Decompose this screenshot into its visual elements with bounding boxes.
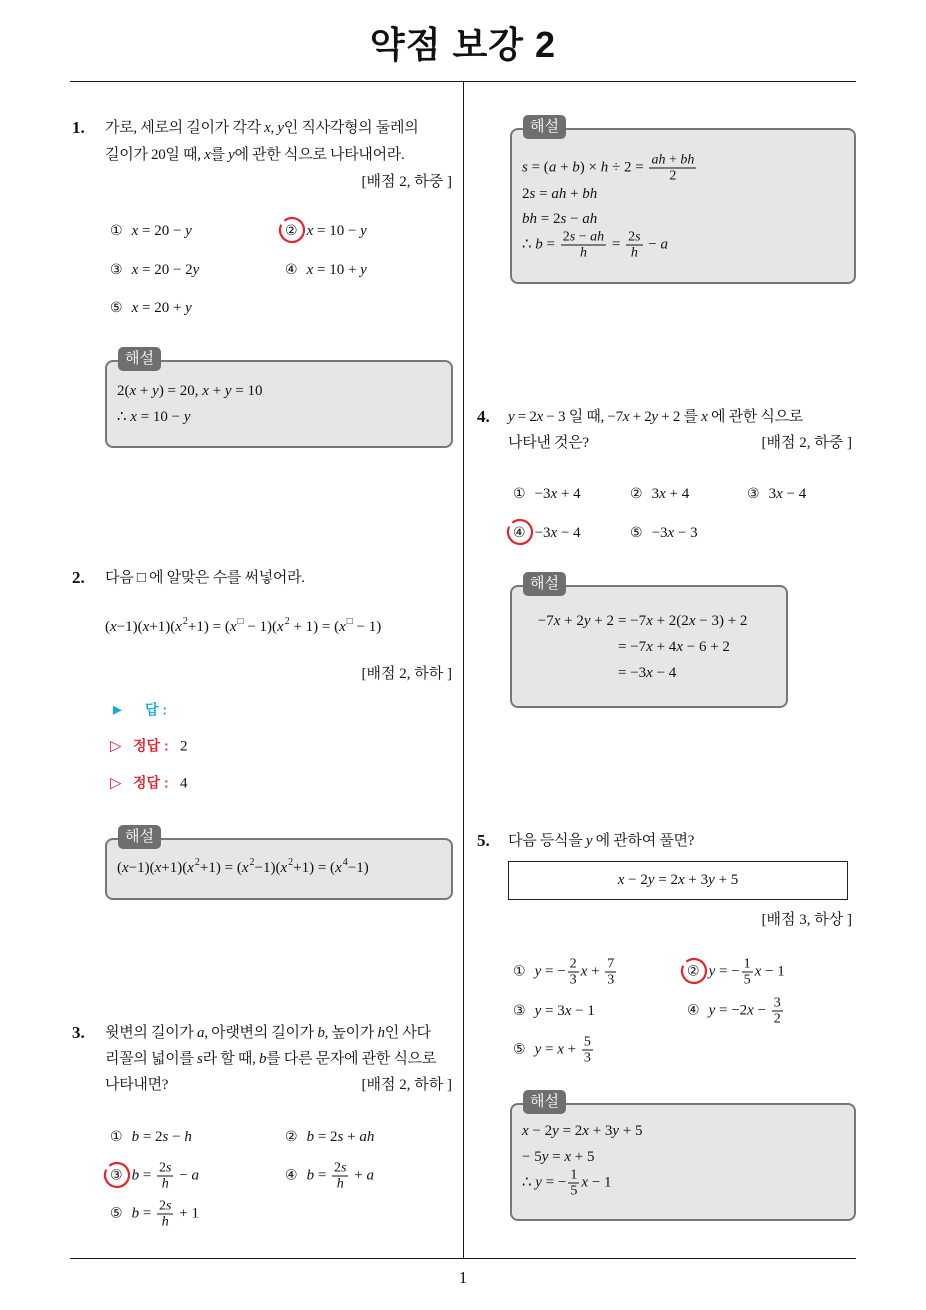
superscript: □ [346, 616, 353, 627]
fraction-numerator: 5 [583, 1034, 591, 1050]
solution-line: x − 2y = 2x + 3y + 5 [522, 1123, 643, 1139]
math-variable: x [688, 613, 696, 629]
choice-1 [513, 484, 581, 504]
math-variable: h [630, 245, 638, 261]
fraction-denominator: 2 [773, 1011, 781, 1027]
column-divider [463, 82, 464, 1258]
choice-number: ② [687, 963, 700, 980]
choice-1 [513, 957, 618, 988]
math-variable: x [306, 262, 314, 278]
choice-number: ④ [687, 1002, 700, 1019]
math-variable: x [564, 1003, 572, 1019]
math-variable: x [306, 223, 314, 239]
correct-answer-label: 정답 : [133, 774, 169, 791]
choice-expression: y = − $\frac{1}{5}$ x − 1 [708, 956, 785, 988]
math-variable: s [162, 1129, 169, 1145]
fraction-numerator: ah + bh [651, 152, 695, 168]
choice-number: ⑤ [630, 525, 643, 541]
answer-circle [102, 1160, 132, 1190]
math-variable: y [360, 262, 367, 278]
choice-expression: x = 10 + y [306, 262, 367, 278]
choice-expression: −3x + 4 [534, 486, 581, 502]
math-variable: x [557, 1041, 564, 1058]
fraction [649, 153, 696, 184]
fraction-denominator: 5 [570, 1183, 578, 1199]
correct-answer-value: 4 [180, 775, 188, 792]
solution-box [510, 576, 788, 708]
choice-expression: y = 3x − 1 [534, 1003, 595, 1019]
fraction-numerator: 2s [334, 1160, 347, 1176]
solution-tab: 해설 [523, 1090, 566, 1114]
choice-expression: y = − $\frac{2}{3}$ x + $\frac{7}{3}$ [534, 956, 615, 988]
choice-expression: b = $\frac{2s}{h}$ − a [131, 1160, 199, 1192]
math-variable: h [529, 211, 537, 227]
fraction [568, 1168, 579, 1199]
solution-rhs: = −3x − 4 [618, 665, 677, 681]
choice-expression: −3x − 4 [534, 525, 581, 541]
answer-prompt [110, 700, 167, 721]
problem-text-line: 나타낸 것은? [508, 435, 589, 451]
choice-3 [513, 1001, 595, 1021]
math-variable: a [582, 211, 590, 227]
math-variable: s [635, 229, 641, 245]
solution-box [105, 351, 453, 448]
math-variable: s [529, 186, 536, 202]
math-variable: x [339, 619, 346, 635]
page-number: 1 [458, 1268, 468, 1287]
math-variable: x [131, 223, 139, 239]
fraction-denominator: 2 [669, 168, 677, 184]
fraction [605, 957, 616, 988]
math-variable: x [550, 525, 558, 541]
superscript: 2 [182, 616, 188, 627]
bottom-rule [70, 1258, 856, 1259]
math-variable: b [535, 236, 543, 253]
choice-4 [285, 1161, 374, 1192]
fraction-denominator [626, 246, 642, 261]
correct-answer-marker: ▷ [110, 775, 122, 792]
math-variable: y [224, 383, 232, 399]
math-variable: a [366, 1167, 374, 1184]
fraction-numerator: 1 [743, 956, 751, 972]
choice-4 [285, 260, 367, 280]
math-variable: y [152, 383, 159, 399]
math-variable: b [680, 152, 688, 168]
page-title: 약점 보강 2 [369, 24, 557, 65]
math-variable: h [597, 229, 605, 245]
math-variable: x [241, 860, 249, 876]
math-variable: x [646, 665, 653, 681]
answer-circle [505, 517, 535, 547]
solution-line: ∴ y = − $\frac{1}{5}$ x − 1 [522, 1167, 612, 1199]
math-variable: s [569, 229, 576, 245]
fraction-numerator: 2s [159, 1198, 172, 1214]
math-variable: x [129, 383, 137, 399]
choice-expression: x = 20 − 2y [131, 262, 200, 278]
math-variable: y [708, 963, 716, 980]
solution-line: $(x-1)(x+1)(x^2+1) = (x^2-1)(x^2+1) = (x^4-1)$ [117, 857, 369, 876]
problem-text-line: y = 2x − 3 일 때, −7x + 2y + 2 를 x 에 관한 식으로 [508, 409, 803, 425]
superscript: 2 [288, 857, 294, 868]
math-variable: y [228, 147, 235, 163]
math-variable: y [183, 409, 191, 425]
math-variable: x [131, 262, 139, 278]
fraction-numerator: 2 [569, 956, 577, 972]
correct-answer-value: 2 [180, 738, 188, 755]
choice-number: ④ [285, 262, 298, 278]
math-variable: h [589, 186, 598, 202]
solution-tab: 해설 [118, 347, 161, 371]
fraction-numerator: 1 [570, 1167, 578, 1183]
choice-number: ① [513, 486, 526, 502]
fraction-denominator: 3 [583, 1050, 591, 1066]
fraction [568, 957, 579, 988]
math-variable: h [366, 1129, 375, 1145]
solution-tab: 해설 [523, 572, 566, 596]
problem-number: 4. [477, 407, 490, 426]
math-variable: h [377, 1025, 385, 1041]
choice-4 [687, 996, 785, 1027]
correct-answer-marker: ▷ [110, 738, 122, 755]
math-variable: s [197, 1051, 203, 1067]
math-variable: x [229, 619, 237, 635]
math-variable: a [191, 1167, 199, 1184]
math-variable: y [708, 872, 715, 888]
correct-answer-2 [110, 773, 188, 794]
score-label: [배점 2, 하중 ] [361, 174, 452, 190]
solution-line: ∴ b = $\frac{2s - ah}{h}$ = $\frac{2s}{h}$ − a [522, 229, 669, 261]
math-variable: y [541, 1149, 549, 1165]
answer-circle [679, 956, 709, 986]
math-variable: b [131, 1205, 140, 1222]
math-variable: x [536, 409, 543, 425]
superscript: □ [237, 616, 244, 627]
math-variable: x [582, 1123, 589, 1139]
choice-number: ② [285, 1129, 298, 1145]
choice-expression: 3x + 4 [651, 486, 690, 502]
math-variable: x [678, 872, 685, 888]
math-variable: x [667, 525, 675, 541]
fraction [742, 957, 753, 988]
math-variable: y [708, 1002, 716, 1019]
fraction-denominator [157, 1215, 173, 1230]
choice-2 [630, 484, 689, 504]
math-variable: x [564, 1149, 572, 1165]
math-variable: y [360, 223, 367, 239]
fraction [626, 230, 642, 261]
math-variable: s [560, 211, 567, 227]
boxed-equation: x − 2y = 2x + 3y + 5 [508, 861, 848, 900]
fraction-denominator [561, 246, 606, 261]
choice-expression: b = $\frac{2s}{h}$ + a [306, 1160, 374, 1192]
fraction [561, 230, 606, 261]
choice-5 [110, 298, 192, 318]
math-variable: y [185, 223, 192, 239]
math-variable: y [192, 262, 200, 278]
math-variable: y [583, 613, 591, 629]
math-variable: x [154, 860, 162, 876]
choice-number: ⑤ [513, 1041, 526, 1058]
math-variable: x [776, 486, 783, 502]
score-label: [배점 2, 하하 ] [361, 666, 452, 682]
math-variable: x [581, 1174, 589, 1191]
solution-row [522, 663, 676, 683]
solution-tab: 해설 [118, 825, 161, 849]
math-variable: b [131, 1129, 140, 1145]
math-variable: x [280, 860, 288, 876]
problem-text-line: 나타내면? [105, 1077, 169, 1093]
math-variable: x [204, 147, 211, 163]
math-variable: h [161, 1176, 169, 1192]
choice-expression: b = $\frac{2s}{h}$ + 1 [131, 1198, 199, 1230]
math-variable: s [341, 1160, 347, 1176]
choice-expression: −3x − 3 [651, 525, 698, 541]
math-variable: x [522, 1123, 529, 1139]
choice-1 [110, 1127, 192, 1147]
fraction-numerator: 7 [607, 956, 615, 972]
choice-number: ④ [285, 1167, 298, 1184]
math-variable: a [551, 186, 559, 202]
math-variable: y [277, 120, 284, 136]
solution-box [510, 119, 856, 284]
math-variable: x [142, 619, 150, 635]
math-variable: b [582, 186, 590, 202]
choice-expression: y = −2x − $\frac{3}{2}$ [708, 995, 781, 1027]
math-variable: x [646, 613, 653, 629]
math-variable: y [534, 1041, 542, 1058]
fraction-numerator: 2s [159, 1160, 172, 1176]
solution-box [510, 1094, 856, 1221]
math-variable: h [658, 152, 666, 168]
choice-5 [110, 1199, 199, 1230]
math-variable: b [306, 1167, 315, 1184]
math-variable: h [161, 1214, 169, 1230]
choice-number: ③ [110, 262, 123, 278]
correct-answer-label: 정답 : [133, 737, 169, 754]
math-variable: h [184, 1129, 192, 1145]
solution-line: 2s = ah + bh [522, 186, 598, 202]
problem-number: 2. [72, 568, 85, 587]
problem-text-line: 가로, 세로의 길이가 각각 x, y인 직사각형의 둘레의 [105, 120, 419, 136]
math-variable: x [202, 383, 209, 399]
math-variable: h [600, 159, 609, 176]
math-variable: x [580, 963, 588, 980]
math-variable: y [508, 409, 515, 425]
solution-row [522, 637, 730, 657]
math-variable: b [572, 159, 580, 176]
math-variable: a [197, 1025, 205, 1041]
math-variable: y [647, 872, 655, 888]
choice-number: ① [110, 1129, 123, 1145]
fraction [332, 1161, 348, 1192]
math-variable: x [187, 860, 194, 876]
answer-circle [277, 215, 307, 245]
math-variable: x [676, 639, 683, 655]
math-variable: x [553, 613, 561, 629]
math-variable: a [660, 236, 669, 253]
choice-expression: x = 20 − y [131, 223, 192, 239]
problem-text-line: 윗변의 길이가 a, 아랫변의 길이가 b, 높이가 h인 사다 [105, 1025, 431, 1041]
math-variable: s [522, 159, 528, 176]
problem-text-line: 다음 □ 에 알맞은 수를 써넣어라. [105, 570, 305, 586]
math-variable: x [122, 860, 129, 876]
math-variable: b [522, 211, 530, 227]
math-variable: b [131, 1167, 140, 1184]
choice-number: ② [630, 486, 643, 502]
math-variable: a [651, 152, 659, 168]
choice-expression: x = 20 + y [131, 300, 192, 316]
solution-box [105, 829, 453, 900]
math-variable: y [612, 1123, 620, 1139]
choice-expression: 3x − 4 [768, 486, 807, 502]
math-variable: s [337, 1129, 344, 1145]
fraction-numerator: 2s [628, 229, 641, 245]
solution-line: ∴ x = 10 − y [117, 409, 191, 425]
math-variable: s [166, 1160, 172, 1176]
math-variable: b [306, 1129, 315, 1145]
problem-number: 3. [72, 1023, 85, 1042]
math-variable: x [659, 486, 666, 502]
fraction [157, 1199, 173, 1230]
math-variable: x [130, 409, 137, 425]
math-variable: x [131, 300, 139, 316]
choice-5 [513, 1035, 595, 1066]
math-variable: x [335, 860, 342, 876]
score-label: [배점 2, 하중 ] [761, 435, 852, 451]
choice-number: ⑤ [110, 300, 123, 316]
score-label: [배점 2, 하하 ] [361, 1077, 452, 1093]
choice-expression: x = 10 − y [306, 223, 367, 239]
math-variable: x [277, 619, 284, 635]
choice-5 [630, 523, 698, 543]
solution-line: − 5y = x + 5 [522, 1149, 595, 1165]
problem-text-line: 길이가 20일 때, x를 y에 관한 식으로 나타내어라. [105, 147, 405, 163]
math-variable: h [589, 211, 598, 227]
choice-number: ③ [513, 1003, 526, 1019]
choice-number: ① [110, 223, 123, 239]
fraction [157, 1161, 173, 1192]
math-variable: x [701, 409, 708, 425]
problem-number: 5. [477, 831, 490, 850]
fraction-denominator: 3 [569, 972, 577, 988]
math-variable: x [550, 486, 558, 502]
math-variable: s [166, 1198, 172, 1214]
choice-number: ③ [110, 1167, 123, 1184]
math-variable: b [317, 1025, 325, 1041]
math-variable: y [585, 833, 593, 849]
solution-rhs: = −7x + 4x − 6 + 2 [618, 639, 730, 655]
choice-3 [747, 484, 806, 504]
problem-equation: $(x-1)(x+1)(x^2+1) = (x^□ - 1)(x^2 + 1) = (x^□ - 1)$ [105, 616, 382, 635]
solution-lhs: −7x + 2y + 2 [537, 613, 614, 629]
choice-number: ⑤ [110, 1205, 123, 1222]
math-variable: a [548, 159, 557, 176]
score-label: [배점 3, 하상 ] [761, 912, 852, 928]
solution-row [522, 611, 747, 631]
math-variable: h [687, 152, 695, 168]
fraction-numerator: 2s − ah [562, 229, 605, 245]
answer-prompt-marker: ► [110, 702, 125, 719]
math-variable: a [590, 229, 598, 245]
superscript: 2 [284, 616, 290, 627]
choice-3 [110, 260, 199, 280]
fraction-denominator: 3 [607, 972, 615, 988]
math-variable: b [258, 1051, 267, 1067]
fraction [772, 996, 783, 1027]
superscript: 4 [342, 857, 348, 868]
solution-rhs: = −7x + 2(2x − 3) + 2 [618, 613, 748, 629]
math-variable: h [579, 245, 587, 261]
math-variable: y [552, 1123, 559, 1139]
fraction-denominator: 5 [743, 972, 751, 988]
math-variable: x [754, 963, 762, 980]
choice-number: ③ [747, 486, 760, 502]
math-variable: a [359, 1129, 367, 1145]
math-variable: y [534, 1003, 542, 1019]
answer-prompt-label: 답 : [145, 701, 168, 718]
solution-line: s = (a + b) × h ÷ 2 = $\frac{ah + bh}{2}$ [522, 152, 695, 184]
choice-number: ② [285, 223, 298, 239]
fraction [582, 1035, 593, 1066]
math-variable: x [110, 619, 117, 635]
math-variable: x [264, 120, 271, 136]
choice-expression: y = x + $\frac{5}{3}$ [534, 1034, 591, 1066]
problem-number: 1. [72, 118, 85, 137]
math-variable: y [185, 300, 192, 316]
fraction-numerator: 3 [773, 995, 781, 1011]
math-variable: x [617, 872, 625, 888]
superscript: 2 [249, 857, 255, 868]
choice-expression: b = 2s + ah [306, 1129, 375, 1145]
choice-number: ① [513, 963, 526, 980]
math-variable: h [558, 186, 567, 202]
fraction-denominator [332, 1177, 348, 1192]
math-variable: y [651, 409, 658, 425]
math-variable: y [535, 1174, 542, 1191]
math-variable: h [336, 1176, 344, 1192]
math-variable: x [646, 639, 653, 655]
choice-1 [110, 221, 192, 241]
choice-number: ④ [513, 525, 526, 541]
math-variable: y [534, 963, 542, 980]
fraction-denominator [157, 1177, 173, 1192]
choice-expression: b = 2s − h [131, 1129, 192, 1145]
math-variable: x [747, 1002, 754, 1019]
math-variable: x [622, 409, 630, 425]
solution-line: 2(x + y) = 20, x + y = 10 [117, 383, 263, 399]
superscript: 2 [194, 857, 200, 868]
solution-line: bh = 2s − ah [522, 211, 598, 227]
problem-text-line: 리꼴의 넓이를 s라 할 때, b를 다른 문자에 관한 식으로 [105, 1051, 437, 1067]
solution-tab: 해설 [523, 115, 566, 139]
correct-answer-1 [110, 736, 188, 757]
choice-2 [285, 1127, 374, 1147]
problem-text-line: 다음 등식을 y 에 관하여 풀면? [508, 833, 695, 849]
math-variable: x [175, 619, 182, 635]
